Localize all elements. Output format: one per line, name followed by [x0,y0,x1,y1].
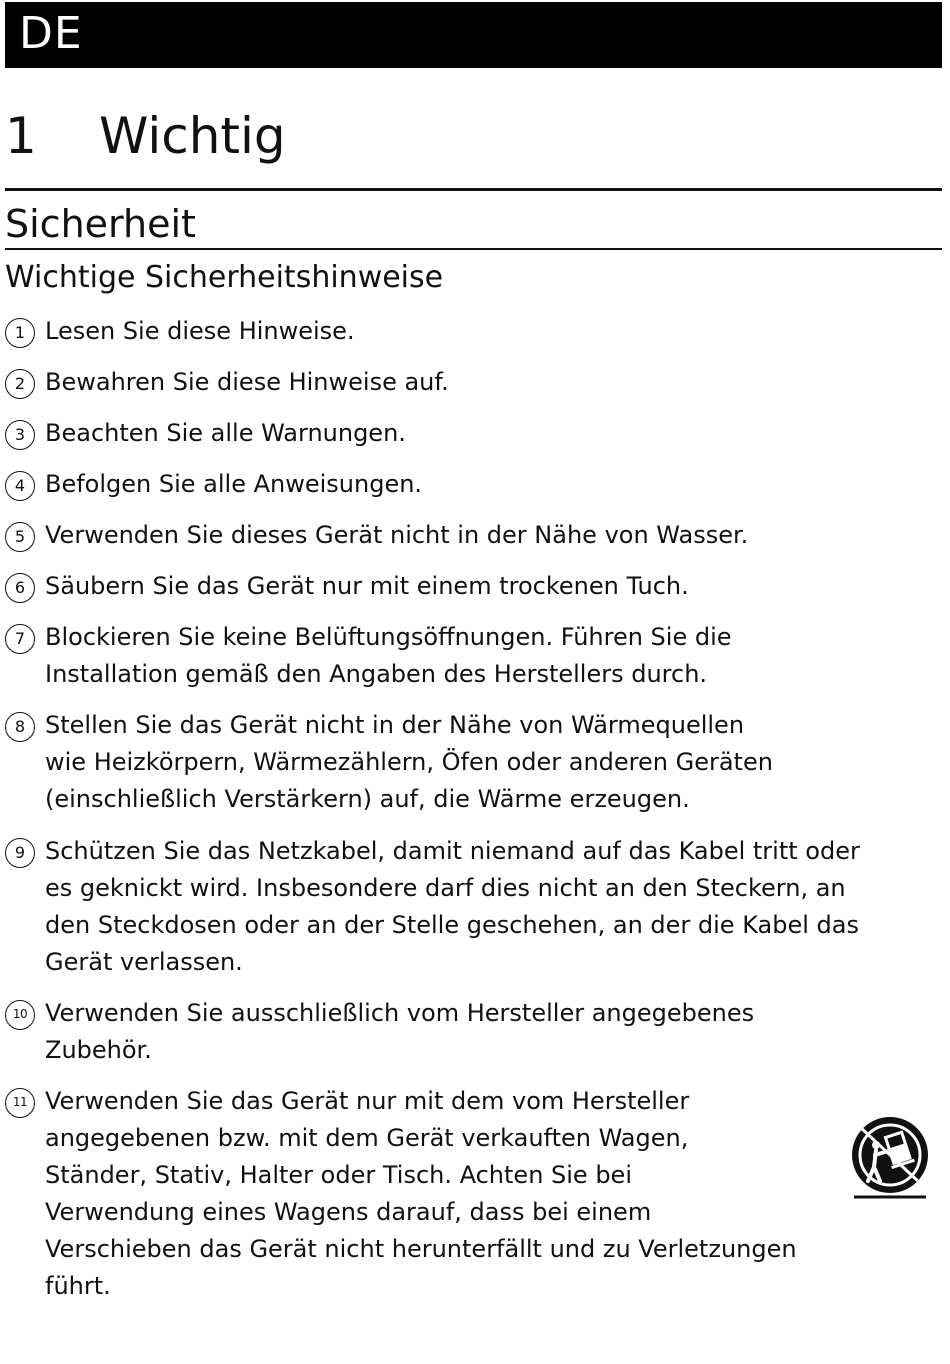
item-number-badge: 1 [5,318,35,348]
list-item [5,517,945,554]
item-text: Verwenden Sie dieses Gerät nicht in der Nähe von Wasser. [45,521,749,549]
item-number-badge: 8 [5,712,35,742]
item-text: Stellen Sie das Gerät nicht in der Nähe von Wärmequellen wie Heizkörpern, Wärmezählern, Öfen oder anderen Geräten (einschließlich Verstärkern) auf, die Wärme erzeugen. [45,711,773,813]
item-number-badge: 6 [5,573,35,603]
item-number-badge: 3 [5,420,35,450]
item-text: Verwenden Sie das Gerät nur mit dem vom Hersteller angegebenen bzw. mit dem Gerät verkauften Wagen, Ständer, Stativ, Halter oder Tisch. Achten Sie bei Verwendung eines Wagens darauf, dass bei einem Verschieben das Gerät nicht herunterfällt und zu Verletzungen führt. [45,1087,797,1300]
section-divider [5,248,942,250]
list-item [5,833,945,981]
item-text: Verwenden Sie ausschließlich vom Hersteller angegebenes Zubehör. [45,999,755,1064]
list-item [5,995,945,1069]
item-number-badge: 4 [5,471,35,501]
list-item [5,568,945,605]
section-title: Sicherheit [5,202,196,246]
item-text: Befolgen Sie alle Anweisungen. [45,470,423,498]
subsection-title: Wichtige Sicherheitshinweise [5,260,444,295]
list-item [5,619,945,693]
item-text: Bewahren Sie diese Hinweise auf. [45,368,449,396]
list-item [5,364,945,401]
list-item [5,313,945,350]
list-item [5,466,945,503]
chapter-title: Wichtig [99,107,286,165]
language-code: DE [19,8,83,59]
item-number-badge: 2 [5,369,35,399]
chapter-number: 1 [5,107,37,165]
item-number-badge: 5 [5,522,35,552]
item-number-badge: 7 [5,624,35,654]
list-item [5,707,945,818]
list-item [5,1083,945,1305]
item-number-badge: 10 [5,1000,35,1030]
language-tab [5,2,942,68]
item-number-badge: 9 [5,838,35,868]
item-text: Beachten Sie alle Warnungen. [45,419,406,447]
list-item [5,415,945,452]
item-text: Säubern Sie das Gerät nur mit einem trockenen Tuch. [45,572,689,600]
chapter-divider [5,188,942,191]
item-text: Lesen Sie diese Hinweise. [45,317,355,345]
cart-tip-over-warning-icon [846,1115,934,1203]
chapter-heading [5,104,286,168]
item-number-badge: 11 [5,1088,35,1118]
item-text: Schützen Sie das Netzkabel, damit niemand auf das Kabel tritt oder es geknickt wird. Insbesondere darf dies nicht an den Steckern, an den Steckdosen oder an der Stelle geschehen, an der die Kabel das Gerät verlassen. [45,837,860,976]
item-text: Blockieren Sie keine Belüftungsöffnungen. Führen Sie die Installation gemäß den Angaben des Herstellers durch. [45,623,732,688]
